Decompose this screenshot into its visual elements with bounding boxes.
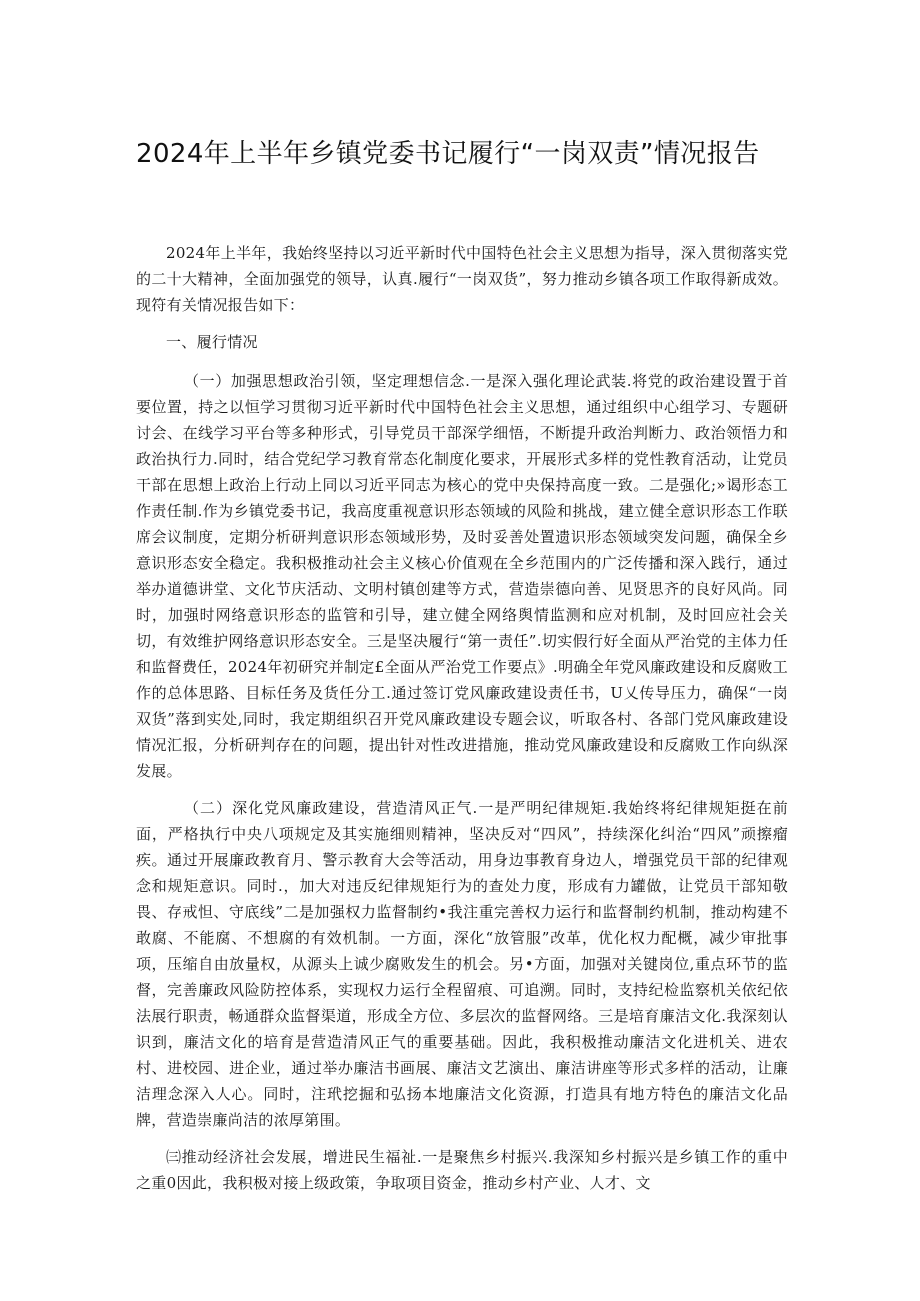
- body-paragraph: （二）深化党风廉政建设，营造清风正气.一是严明纪律规矩.我始终将纪律规矩挺在前面，严格执行中央八项规定及其实施细则精神，坚决反对“四风”，持续深化纠治“四风”顽擦瘤疾。通过开展廉政教育月、警示教育大会等活动，用身边事教育身边人，增强党员干部的纪律观念和规矩意识。同时.，加大对违反纪律规矩行为的查处力度，形成有力罐做，让党员干部知敬畏、存戒怛、守底线”二是加强权力监督制约•我注重完善权力运行和监督制约机制，推动构建不敢腐、不能腐、不想腐的有效机制。一方面，深化“放管服”改革，优化权力配概，减少审批事项，压缩自由放量权，从源头上诚少腐败发生的机会。另•方面，加强对关键岗位,重点环节的监督，完善廉政风险防控体系，实现权力运行全程留痕、可追溯。同时，支持纪检监察机关依纪依法展行职责，畅通群众监督渠道，形成全方位、多层次的监督网络。三是培育廉洁文化.我深刻认识到，廉洁文化的培育是营造清风正气的重要基础。因此，我积极推动廉洁文化进机关、进农村、进校园、进企业，通过举办廉洁书画展、廉洁文艺演出、廉洁讲座等形式多样的活动，让廉洁理念深入人心。同时，注玳挖掘和弘扬本地廉洁文化资源，打造具有地方特色的廉洁文化品牌，营造崇廉尚洁的浓厚第围。: [136, 799, 788, 1129]
- document-title: 2024年上半年乡镇党委书记履行“一岗双责”情况报告: [136, 139, 760, 169]
- intro-paragraph: 2024年上半年，我始终坚持以习近平新时代中国特色社会主义思想为指导，深入贯彻落实党的二十大精神，全面加强党的领导，认真.履行“一岗双货”，努力推动乡镇各项工作取得新成效。现符有关情况报告如下：: [136, 244, 788, 314]
- document-body: [136, 240, 788, 1207]
- section-heading: 一、履行情况: [166, 333, 258, 351]
- body-paragraph: ㈢推动经济社会发展，增进民生福祉.一是聚焦乡村振兴.我深知乡村振兴是乡镇工作的重中之重0因此，我积极对接上级政策，争取项目资金，推动乡村产业、人才、文: [136, 1148, 788, 1192]
- body-paragraph: （一）加强思想政治引领，坚定理想信念.一是深入强化理论武装.将党的政治建设置于首要位置，持之以恒学习贯彻习近平新时代中国特色社会主义思想，通过组织中心组学习、专题研讨会、在线学习平台等多种形式，引导党员干部深学细悟，不断提升政治判断力、政治领悟力和政治执行力.同时，结合党纪学习教育常态化制度化要求，开展形式多样的党性教育活动，让党员干部在思想上政治上行动上同以习近平同志为核心的党中央保持高度一致。二是强化;»谒形态工作责任制.作为乡镇党委书记，我高度重视意识形态领域的风险和挑战，建立健全意识形态工作联席会议制度，定期分析研判意识形态领域形势，及时妥善处置遗识形态领域突发问题，确保全乡意识形态安全稳定。我积极推动社会主义核心价值观在全乡范围内的广泛传播和深入践行，通过举办道德讲堂、文化节庆活动、文明村镇创建等方式，营造崇德向善、见贤思齐的良好风尚。同时，加强时网络意识形态的监管和引导，建立健全网络舆情监测和应对机制，及时回应社会关切，有效维护网络意识形态安全。三是坚决履行“第一责任”.切实假行好全面从严治党的主体力任和监督费任，2024年初研究并制定£全面从严治党工作要点》.明确全年党风廉政建设和反腐败工作的总体思路、目标任务及货任分工.通过签订党风廉政建设责任书，U乂传导压力，确保“一岗双货”落到实处,同时，我定期组织召开党风廉政建设专题会议，听取各村、各部门党风廉政建设情况汇报，分析研判存在的问题，提出针对性改进措施，推动党风廉政建设和反腐败工作向纵深发展。: [136, 372, 788, 780]
